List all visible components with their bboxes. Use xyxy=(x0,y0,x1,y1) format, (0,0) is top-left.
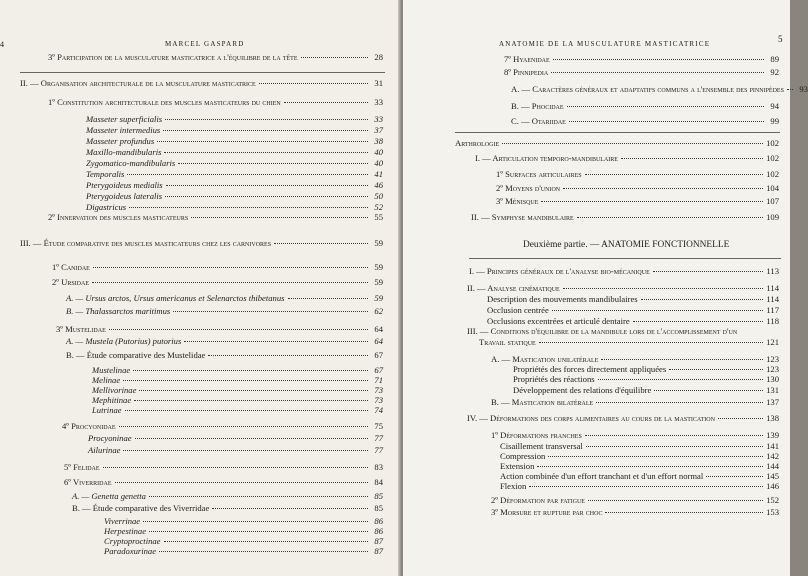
toc-page-number: 31 xyxy=(374,78,383,88)
dot-leader xyxy=(669,369,763,370)
dot-leader xyxy=(596,402,763,403)
toc-entry xyxy=(92,395,383,405)
toc-entry-title: 1º Canidae xyxy=(52,262,90,272)
toc-entry-title: Arthrologie xyxy=(455,138,500,148)
toc-page-number: 109 xyxy=(766,212,779,222)
toc-entry-title: 1º Surfaces articulaires xyxy=(496,169,582,179)
dot-leader xyxy=(601,359,763,360)
dot-leader xyxy=(548,456,763,457)
toc-page-number: 77 xyxy=(374,433,383,443)
toc-entry xyxy=(487,316,779,326)
toc-page-number: 59 xyxy=(374,262,383,272)
toc-entry-title: 4º Procyonidae xyxy=(62,421,116,431)
dot-leader xyxy=(149,531,368,532)
toc-page-number: 102 xyxy=(766,138,779,148)
toc-entry xyxy=(496,196,779,206)
toc-page-number: 38 xyxy=(374,136,383,146)
dot-leader xyxy=(259,83,368,84)
dot-leader xyxy=(588,500,763,501)
dot-leader xyxy=(301,57,368,58)
dot-leader xyxy=(157,141,368,142)
toc-entry-title: B. — Thalassarctos maritimus xyxy=(66,306,171,316)
toc-page-number: 50 xyxy=(374,191,383,201)
toc-entry xyxy=(48,97,383,107)
dot-leader xyxy=(605,512,763,513)
toc-entry-title: B. — Phocidae xyxy=(511,101,564,111)
toc-entry-title: II. — Symphyse mandibulaire xyxy=(471,212,574,222)
dot-leader xyxy=(787,89,793,90)
toc-entry-title: Occlusion centrée xyxy=(487,305,549,315)
toc-page-number: 71 xyxy=(374,375,383,385)
toc-entry xyxy=(487,305,779,315)
toc-entry-title: Travail statique xyxy=(479,337,536,347)
toc-entry-title: Extension xyxy=(500,461,535,471)
toc-entry-title: Compression xyxy=(500,451,546,461)
toc-entry xyxy=(455,138,779,148)
toc-entry-title: Propriétés des forces directement appliquées xyxy=(513,364,667,374)
toc-entry-title: 6º Viverridae xyxy=(64,477,112,487)
toc-entry-title: Masseter profundus xyxy=(86,136,155,146)
left-running-header: MARCEL GASPARD xyxy=(165,40,245,48)
toc-entry-title: 2º Déformation par fatigue xyxy=(491,495,585,505)
toc-entry-title: Viverrinae xyxy=(104,516,141,526)
dot-leader xyxy=(184,341,368,342)
toc-entry-title: Action combinée d'un effort tranchant et d'un effort normal xyxy=(500,471,704,481)
toc-entry xyxy=(513,374,779,384)
toc-entry xyxy=(500,441,779,451)
toc-entry xyxy=(467,283,779,293)
toc-entry-title: Melinae xyxy=(92,375,121,385)
toc-entry-title: Mustelinae xyxy=(92,365,131,375)
toc-page-number: 102 xyxy=(766,169,779,179)
dot-leader xyxy=(127,174,368,175)
toc-entry xyxy=(500,461,779,471)
dot-leader xyxy=(529,486,763,487)
dot-leader xyxy=(159,551,368,552)
toc-page-number: 74 xyxy=(374,405,383,415)
toc-entry xyxy=(491,507,779,517)
toc-page-number: 93 xyxy=(799,84,808,94)
dot-leader xyxy=(208,355,368,356)
toc-entry xyxy=(513,385,779,395)
toc-entry xyxy=(86,158,383,168)
toc-entry-title: Mellivorinae xyxy=(92,385,137,395)
toc-page-number: 107 xyxy=(766,196,779,206)
dot-leader xyxy=(164,152,368,153)
dot-leader xyxy=(129,207,368,208)
toc-entry xyxy=(511,84,808,94)
dot-leader xyxy=(92,282,368,283)
toc-entry-title: Maxillo-mandibularis xyxy=(86,147,162,157)
toc-entry xyxy=(86,114,383,124)
toc-page-number: 144 xyxy=(766,461,779,471)
toc-page-number: 138 xyxy=(766,413,779,423)
dot-leader xyxy=(93,267,368,268)
toc-page-number: 41 xyxy=(374,169,383,179)
toc-entry xyxy=(86,136,383,146)
toc-page-number: 59 xyxy=(374,293,383,303)
dot-leader xyxy=(537,466,763,467)
toc-entry xyxy=(66,350,383,360)
toc-entry-title: A. — Genetta genetta xyxy=(72,491,146,501)
dot-leader xyxy=(541,201,763,202)
toc-page-number: 67 xyxy=(374,350,383,360)
toc-entry-title: Propriétés des réactions xyxy=(513,374,595,384)
toc-entry xyxy=(92,365,383,375)
toc-entry-title: 1º Déformations franches xyxy=(491,430,582,440)
toc-entry xyxy=(500,481,779,491)
toc-page-number: 92 xyxy=(770,67,779,77)
right-running-header: ANATOMIE DE LA MUSCULATURE MASTICATRICE xyxy=(499,40,711,48)
dot-leader xyxy=(139,390,368,391)
toc-entry xyxy=(20,238,383,248)
toc-entry-title: Pterygoideus lateralis xyxy=(86,191,163,201)
toc-entry-title: Mephitinae xyxy=(92,395,132,405)
toc-page-number: 117 xyxy=(766,305,779,315)
toc-page-number: 130 xyxy=(766,374,779,384)
dot-leader xyxy=(539,342,763,343)
toc-entry xyxy=(504,67,779,77)
dot-leader xyxy=(125,410,368,411)
toc-entry-title: III. — Conditions d'équilibre de la mandibule lors de l'accomplissement d'un xyxy=(467,326,738,336)
dot-leader xyxy=(577,217,763,218)
dot-leader xyxy=(641,299,764,300)
toc-page-number: 123 xyxy=(766,364,779,374)
dot-leader xyxy=(173,311,368,312)
toc-page-number: 152 xyxy=(766,495,779,505)
toc-entry xyxy=(56,324,383,334)
toc-entry-title: 3º Participation de la musculature masticatrice a l'équilibre de la tête xyxy=(48,52,298,62)
toc-entry xyxy=(496,183,779,193)
dot-leader xyxy=(567,106,764,107)
toc-entry xyxy=(511,116,779,126)
toc-page-number: 83 xyxy=(374,462,383,472)
toc-entry xyxy=(48,212,383,222)
toc-page-number: 141 xyxy=(766,441,779,451)
section-divider xyxy=(20,72,385,73)
toc-entry xyxy=(66,306,383,316)
toc-page-number: 121 xyxy=(766,337,779,347)
dot-leader xyxy=(191,217,368,218)
toc-entry xyxy=(48,52,383,62)
toc-page-number: 86 xyxy=(374,526,383,536)
dot-leader xyxy=(706,476,763,477)
toc-entry xyxy=(86,169,383,179)
dot-leader xyxy=(165,119,368,120)
toc-entry xyxy=(88,445,383,455)
section-divider xyxy=(455,132,780,133)
toc-entry-title: C. — Otariidae xyxy=(511,116,566,126)
toc-page-number: 102 xyxy=(766,153,779,163)
toc-entry xyxy=(52,262,383,272)
dot-leader xyxy=(143,521,368,522)
toc-entry-title: Masseter intermedius xyxy=(86,125,161,135)
left-page xyxy=(0,0,400,576)
toc-entry-title: I. — Articulation temporo-mandibulaire xyxy=(475,153,618,163)
toc-entry xyxy=(86,180,383,190)
toc-entry-title: Occlusions excentrées et articulé dentaire xyxy=(487,316,630,326)
toc-entry-title: IV. — Déformations des corps alimentaires au cours de la mastication xyxy=(467,413,715,423)
toc-entry-title: Cryptoproctinae xyxy=(104,536,161,546)
toc-page-number: 59 xyxy=(374,238,383,248)
toc-entry xyxy=(487,294,779,304)
toc-entry-title: I. — Principes généraux de l'analyse bio-mécanique xyxy=(469,266,650,276)
toc-page-number: 64 xyxy=(374,324,383,334)
toc-page-number: 64 xyxy=(374,336,383,346)
toc-entry-title: 8º Pinnipedia xyxy=(504,67,549,77)
toc-entry-title: 2º Moyens d'union xyxy=(496,183,561,193)
toc-entry xyxy=(62,421,383,431)
toc-page-number: 145 xyxy=(766,471,779,481)
toc-entry-title: A. — Mastication unilatérale xyxy=(491,354,599,364)
toc-page-number: 104 xyxy=(766,183,779,193)
toc-page-number: 33 xyxy=(374,114,383,124)
toc-entry xyxy=(491,495,779,505)
dot-leader xyxy=(563,188,763,189)
toc-entry xyxy=(513,364,779,374)
toc-page-number: 33 xyxy=(374,97,383,107)
toc-page-number: 89 xyxy=(770,54,779,64)
dot-leader xyxy=(553,59,764,60)
toc-page-number: 113 xyxy=(766,266,779,276)
toc-page-number: 40 xyxy=(374,158,383,168)
toc-page-number: 52 xyxy=(374,202,383,212)
toc-entry-title: Ailurinae xyxy=(88,445,121,455)
toc-page-number: 114 xyxy=(766,294,779,304)
toc-entry xyxy=(104,526,383,536)
toc-page-number: 37 xyxy=(374,125,383,135)
dot-leader xyxy=(123,450,368,451)
toc-entry xyxy=(72,503,383,513)
toc-entry xyxy=(72,491,383,501)
toc-entry xyxy=(500,451,779,461)
dot-leader xyxy=(134,400,368,401)
toc-page-number: 46 xyxy=(374,180,383,190)
toc-entry-title: 1º Constitution architecturale des muscles masticateurs du chien xyxy=(48,97,281,107)
toc-entry xyxy=(92,375,383,385)
toc-entry xyxy=(104,546,383,556)
toc-page-number: 114 xyxy=(766,283,779,293)
toc-page-number: 73 xyxy=(374,385,383,395)
dot-leader xyxy=(178,163,368,164)
dot-leader xyxy=(585,435,763,436)
dot-leader xyxy=(718,418,763,419)
toc-entry-title: Description des mouvements mandibulaires xyxy=(487,294,638,304)
dot-leader xyxy=(109,329,368,330)
toc-entry xyxy=(66,293,383,303)
toc-entry-title: III. — Étude comparative des muscles masticateurs chez les carnivores xyxy=(20,238,272,248)
toc-entry-title: 3º Ménisque xyxy=(496,196,539,206)
toc-entry-title: A. — Ursus arctos, Ursus americanus et Selenarctos thibetanus xyxy=(66,293,285,303)
toc-entry xyxy=(64,477,383,487)
toc-entry xyxy=(469,266,779,276)
dot-leader xyxy=(502,143,763,144)
toc-page-number: 59 xyxy=(374,277,383,287)
toc-entry-title: Procyoninae xyxy=(88,433,132,443)
right-page-number: 5 xyxy=(778,34,783,44)
dot-leader xyxy=(166,185,368,186)
dot-leader xyxy=(563,288,764,289)
toc-entry-title: II. — Analyse cinématique xyxy=(467,283,560,293)
toc-entry-title: Développement des relations d'équilibre xyxy=(513,385,652,395)
toc-entry-title: II. — Organisation architecturale de la musculature masticatrice xyxy=(20,78,256,88)
toc-entry-title: 5º Felidae xyxy=(64,462,100,472)
toc-entry xyxy=(20,78,383,88)
toc-entry-title: Lutrinae xyxy=(92,405,122,415)
toc-entry-title: Flexion xyxy=(500,481,527,491)
dot-leader xyxy=(165,196,368,197)
toc-entry xyxy=(504,54,779,64)
toc-page-number: 87 xyxy=(374,546,383,556)
toc-entry xyxy=(86,125,383,135)
toc-entry xyxy=(496,169,779,179)
toc-page-number: 99 xyxy=(770,116,779,126)
toc-entry-title: Zygomatico-mandibularis xyxy=(86,158,176,168)
toc-entry-title: 2º Innervation des muscles masticateurs xyxy=(48,212,189,222)
dot-leader xyxy=(103,467,368,468)
toc-entry xyxy=(475,153,779,163)
dot-leader xyxy=(149,496,368,497)
toc-entry-title: 7º Hyaenidae xyxy=(504,54,550,64)
dot-leader xyxy=(598,379,763,380)
toc-page-number: 77 xyxy=(374,445,383,455)
toc-entry xyxy=(479,337,779,347)
toc-page-number: 28 xyxy=(374,52,383,62)
toc-entry xyxy=(491,430,779,440)
toc-page-number: 40 xyxy=(374,147,383,157)
dot-leader xyxy=(569,121,764,122)
toc-page-number: 85 xyxy=(374,491,383,501)
toc-entry xyxy=(92,405,383,415)
toc-entry xyxy=(491,397,779,407)
dot-leader xyxy=(654,390,763,391)
dot-leader xyxy=(164,541,369,542)
toc-entry xyxy=(66,336,383,346)
toc-entry-title: B. — Mastication bilatérale xyxy=(491,397,594,407)
toc-entry xyxy=(64,462,383,472)
dot-leader xyxy=(135,438,368,439)
toc-entry xyxy=(86,202,383,212)
toc-entry-title: B. — Étude comparative des Mustelidae xyxy=(66,350,206,360)
toc-entry xyxy=(467,326,779,336)
dot-leader xyxy=(585,174,764,175)
toc-page-number: 139 xyxy=(766,430,779,440)
toc-entry-title: Masseter superficialis xyxy=(86,114,163,124)
toc-page-number: 153 xyxy=(766,507,779,517)
dot-leader xyxy=(586,446,763,447)
dot-leader xyxy=(133,370,368,371)
toc-page-number: 73 xyxy=(374,395,383,405)
dot-leader xyxy=(653,271,764,272)
toc-page-number: 67 xyxy=(374,365,383,375)
toc-entry-title: 3º Mustelidae xyxy=(56,324,106,334)
toc-page-number: 84 xyxy=(374,477,383,487)
toc-entry xyxy=(511,101,779,111)
toc-page-number: 146 xyxy=(766,481,779,491)
toc-entry xyxy=(86,147,383,157)
toc-page-number: 142 xyxy=(766,451,779,461)
toc-entry-title: A. — Mustela (Putorius) putorius xyxy=(66,336,182,346)
toc-page-number: 85 xyxy=(374,503,383,513)
toc-entry-title: Paradoxurinae xyxy=(104,546,157,556)
toc-entry-title: A. — Caractères généraux et adaptatifs communs a l'ensemble des pinnipèdes xyxy=(511,84,784,94)
dot-leader xyxy=(551,72,764,73)
dot-leader xyxy=(212,508,368,509)
toc-entry xyxy=(467,413,779,423)
right-page xyxy=(403,0,808,576)
toc-page-number: 131 xyxy=(766,385,779,395)
toc-entry-title: 2º Ursidae xyxy=(52,277,89,287)
toc-page-number: 86 xyxy=(374,516,383,526)
toc-entry xyxy=(92,385,383,395)
toc-entry xyxy=(104,536,383,546)
dot-leader xyxy=(284,102,368,103)
toc-page-number: 55 xyxy=(374,212,383,222)
dot-leader xyxy=(163,130,368,131)
toc-entry xyxy=(471,212,779,222)
toc-entry-title: Pterygoideus medialis xyxy=(86,180,163,190)
toc-page-number: 123 xyxy=(766,354,779,364)
section-divider xyxy=(469,258,781,259)
toc-entry xyxy=(500,471,779,481)
toc-entry xyxy=(52,277,383,287)
dot-leader xyxy=(552,310,764,311)
dot-leader xyxy=(621,158,763,159)
toc-page-number: 87 xyxy=(374,536,383,546)
toc-entry-title: Herpestinae xyxy=(104,526,147,536)
dot-leader xyxy=(115,482,369,483)
toc-entry xyxy=(491,354,779,364)
toc-page-number: 94 xyxy=(770,101,779,111)
toc-page-number: 75 xyxy=(374,421,383,431)
toc-entry xyxy=(86,191,383,201)
dot-leader xyxy=(119,426,368,427)
toc-entry-title: 3º Morsure et rupture par choc xyxy=(491,507,603,517)
left-page-number: 4 xyxy=(0,40,4,49)
dot-leader xyxy=(274,243,368,244)
toc-page-number: 137 xyxy=(766,397,779,407)
toc-entry xyxy=(88,433,383,443)
toc-entry-title: Digastricus xyxy=(86,202,127,212)
part-title: Deuxième partie. — ANATOMIE FONCTIONNELLE xyxy=(523,240,730,250)
dot-leader xyxy=(123,380,368,381)
toc-entry xyxy=(104,516,383,526)
toc-page-number: 62 xyxy=(374,306,383,316)
dot-leader xyxy=(288,298,369,299)
toc-entry-title: B. — Étude comparative des Viverridae xyxy=(72,503,210,513)
toc-page-number: 118 xyxy=(766,316,779,326)
dot-leader xyxy=(633,321,764,322)
toc-entry-title: Cisaillement transversal xyxy=(500,441,583,451)
toc-entry-title: Temporalis xyxy=(86,169,125,179)
